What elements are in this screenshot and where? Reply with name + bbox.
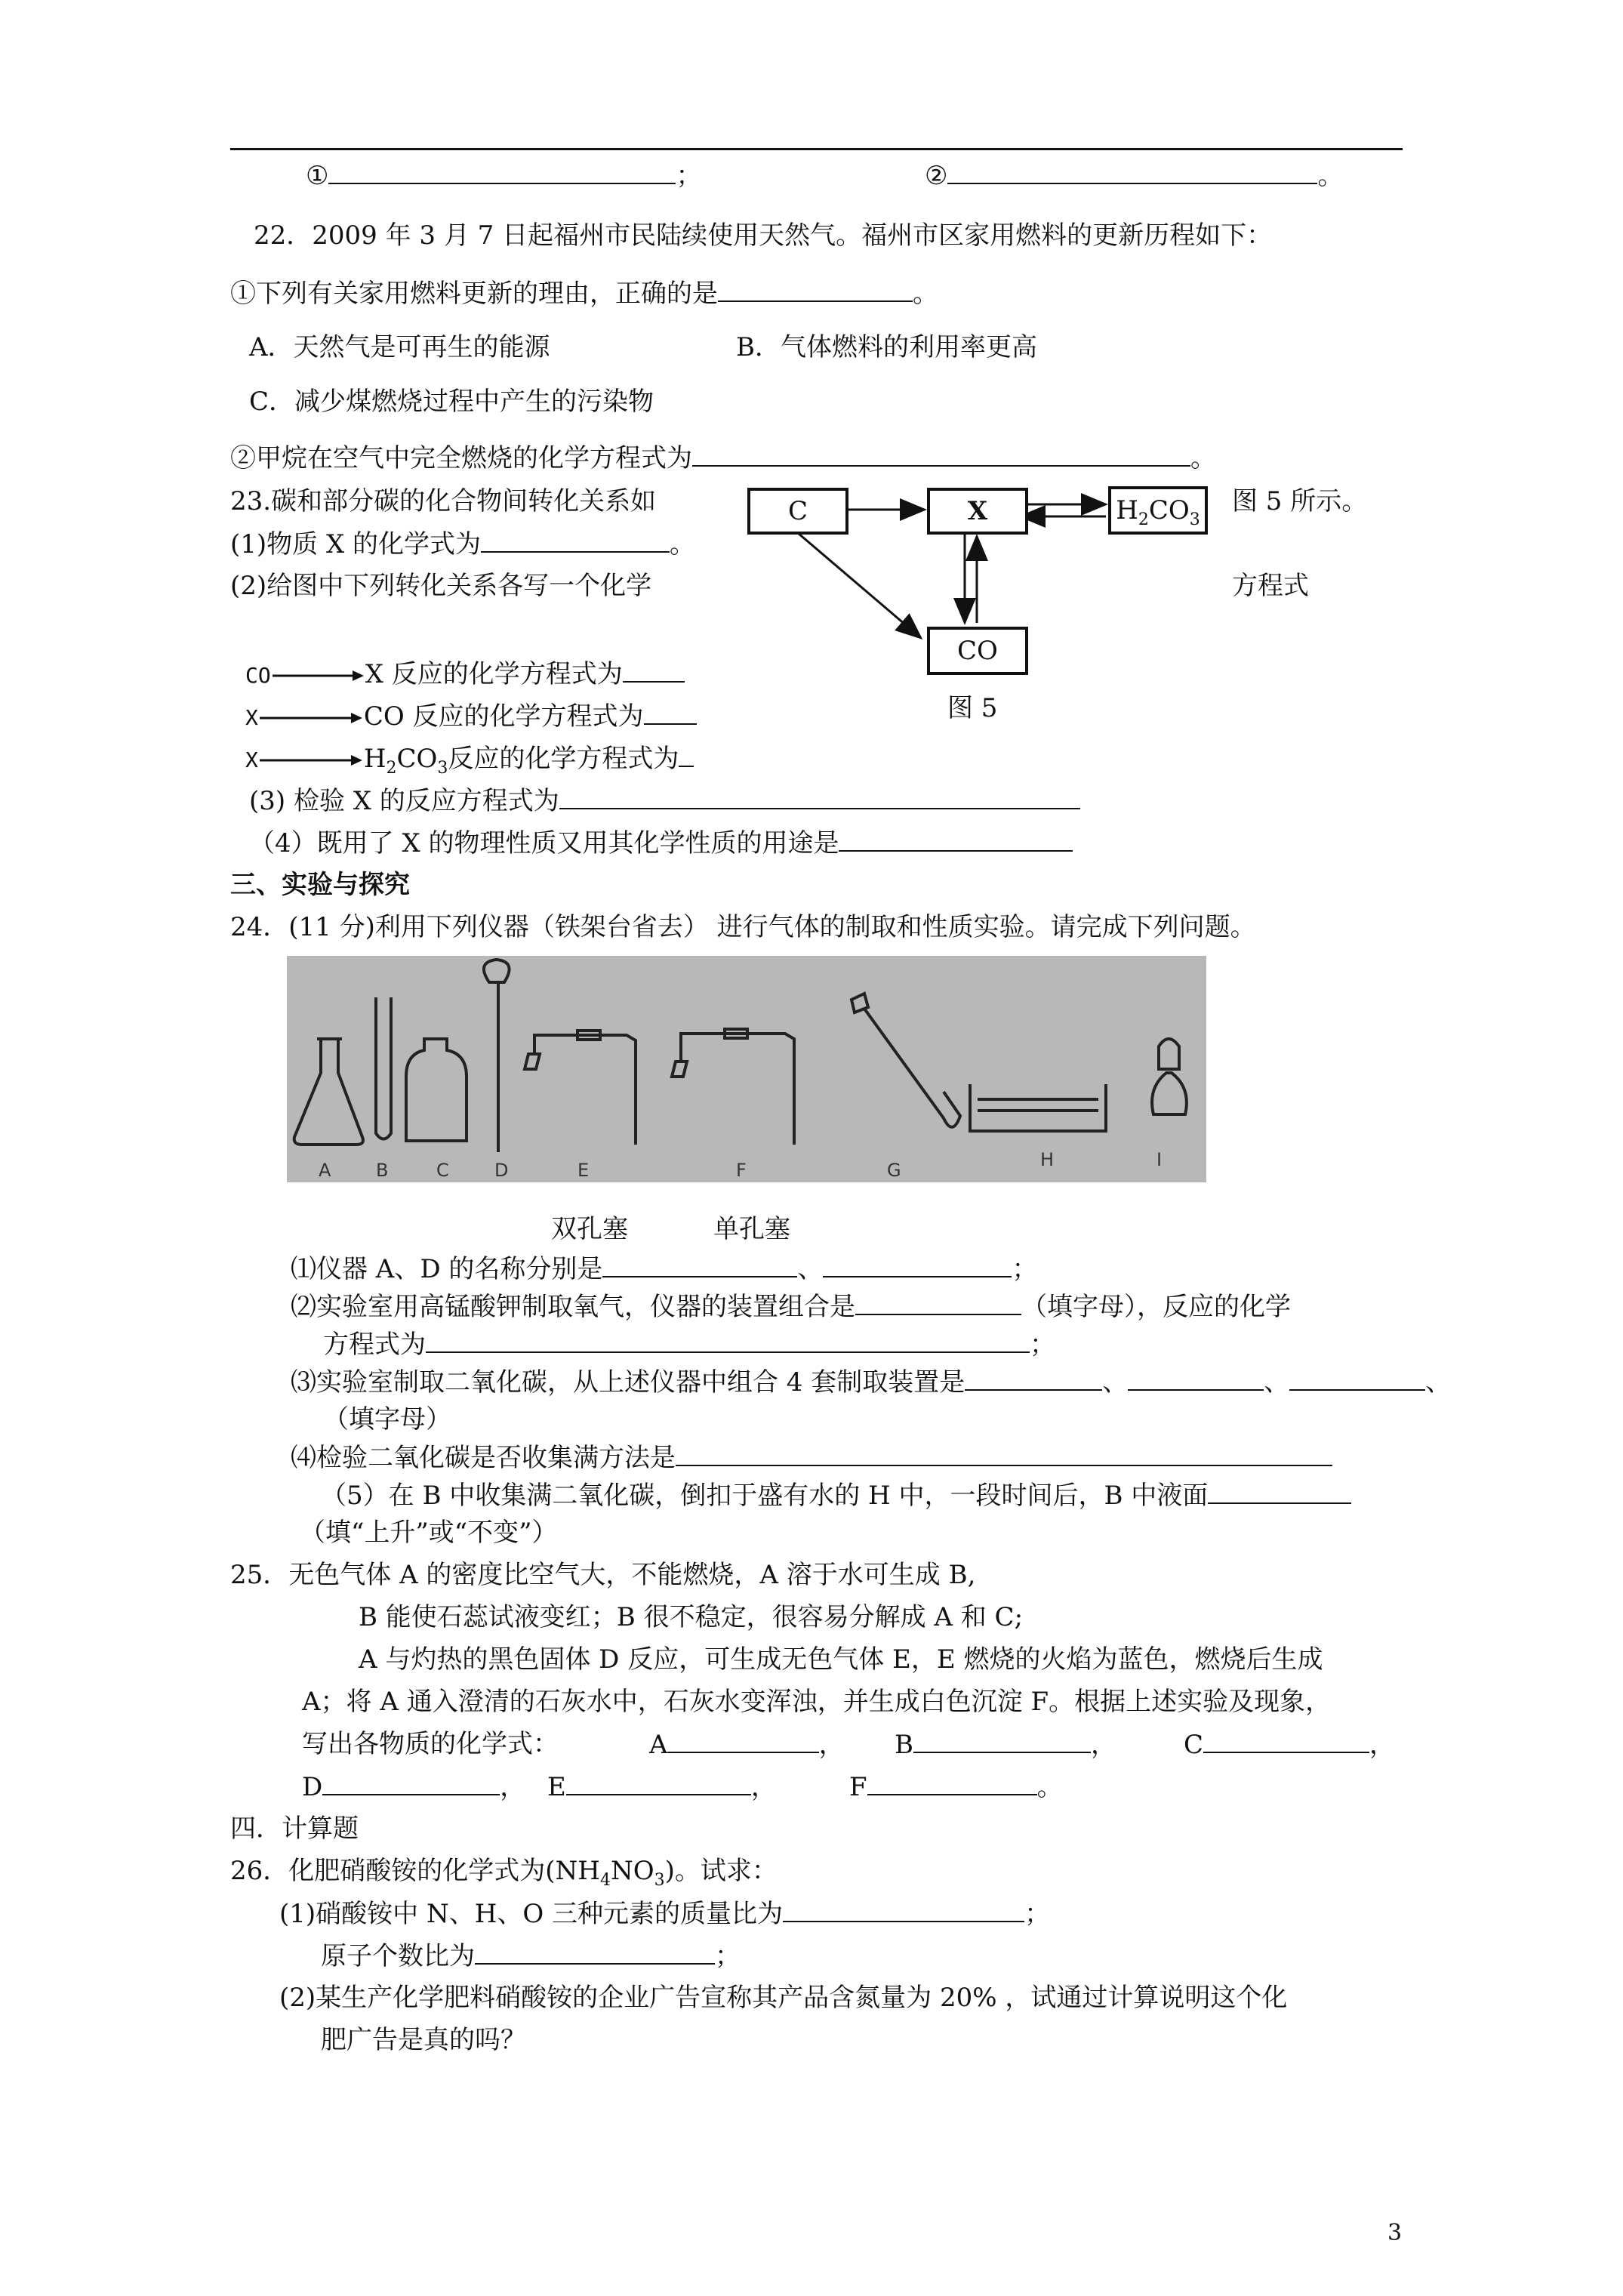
q25-line5: 写出各物质的化学式： [302, 1729, 559, 1759]
answer-blank[interactable] [1128, 1367, 1264, 1391]
answer-blank[interactable] [328, 160, 676, 184]
apparatus-drawing [287, 956, 1206, 1182]
section-3-heading: 三、实验与探究 [230, 870, 410, 900]
answer-blank[interactable] [559, 785, 1080, 809]
q23-intro-end: 图 5 所示。 [1232, 486, 1368, 516]
right-arrow-icon [258, 710, 364, 726]
answer-blank[interactable] [1208, 1480, 1351, 1504]
answer-blank[interactable] [1289, 1367, 1425, 1391]
answer-blank[interactable] [426, 1329, 1030, 1353]
answer-blank[interactable] [481, 529, 670, 553]
q25-answer-e: E ， [547, 1772, 777, 1802]
q24-title: 24．(11 分)利用下列仪器（铁架台省去） 进行气体的制取和性质实验。请完成下列问题。 [230, 912, 1256, 942]
right-arrow-icon [271, 668, 365, 683]
stopper-label-single: 单孔塞 [713, 1214, 790, 1244]
stopper-label-double: 双孔塞 [551, 1214, 628, 1244]
q25-line4: A；将 A 通入澄清的石灰水中，石灰水变浑浊，并生成白色沉淀 F。根据上述实验及现象， [302, 1687, 1332, 1717]
apparatus-label-d: D [494, 1160, 509, 1181]
blank-line-1: ① ； [306, 161, 702, 191]
answer-blank[interactable] [668, 1729, 819, 1753]
diagram-box-c: C [747, 488, 848, 535]
q24-sub5-note: （填“上升”或“不变”） [300, 1518, 558, 1548]
diagram-box-x: X [927, 488, 1028, 535]
q24-sub1: ⑴仪器 A、D 的名称分别是 、 ； [291, 1254, 1038, 1284]
q23-part2: (2)给图中下列转化关系各写一个化学 [230, 571, 652, 601]
diagram-box-co: CO [927, 627, 1028, 675]
answer-blank[interactable] [867, 1771, 1037, 1795]
q25-line1: 25．无色气体 A 的密度比空气大，不能燃烧，A 溶于水可生成 B, [230, 1560, 976, 1590]
apparatus-label-g: G [887, 1160, 901, 1181]
answer-blank[interactable] [475, 1940, 715, 1965]
apparatus-label-i: I [1156, 1149, 1163, 1170]
q25-answer-b: B ， [895, 1730, 1116, 1760]
q24-sub2: ⑵实验室用高锰酸钾制取氧气，仪器的装置组合是 （填字母），反应的化学 [291, 1292, 1291, 1322]
answer-blank[interactable] [855, 1291, 1021, 1315]
q26-intro: 26．化肥硝酸铵的化学式为$(NH_4NO_3)$。试求： [230, 1856, 778, 1890]
q24-sub3: ⑶实验室制取二氧化碳，从上述仪器中组合 4 套制取装置是 、 、 、 [291, 1367, 1452, 1398]
q26-part1: (1)硝酸铵中 N、H、O 三种元素的质量比为 ； [279, 1899, 1051, 1929]
apparatus-label-f: F [736, 1160, 747, 1181]
q22-option-c: C．减少煤燃烧过程中产生的污染物 [249, 387, 654, 417]
right-arrow-icon [258, 753, 364, 768]
answer-blank[interactable] [679, 743, 694, 767]
answer-blank[interactable] [1203, 1729, 1369, 1753]
answer-blank[interactable] [947, 160, 1317, 184]
q22-option-b: B．气体燃料的利用率更高 [736, 332, 1037, 362]
q25-answer-a: A ， [649, 1730, 845, 1760]
apparatus-label-c: C [436, 1160, 449, 1181]
blank-line-2: ② 。 [925, 161, 1344, 191]
q22-part2: ②甲烷在空气中完全燃烧的化学方程式为 。 [230, 443, 1216, 473]
section-4-heading: 四．计算题 [230, 1814, 359, 1844]
q22-intro: 22．2009 年 3 月 7 日起福州市民陆续使用天然气。福州市区家用燃料的更新历程如下： [254, 220, 1273, 251]
q25-answer-d: D ， [302, 1772, 526, 1802]
q23-intro: 23.碳和部分碳的化合物间转化关系如 [230, 486, 657, 516]
q24-sub3-note: （填字母） [323, 1404, 451, 1435]
q23-part1: (1)物质 X 的化学式为 。 [230, 529, 695, 559]
reaction-x-to-co: X CO 反应的化学方程式为 [245, 701, 697, 733]
answer-blank[interactable] [602, 1253, 797, 1277]
page-number: 3 [1387, 2220, 1403, 2246]
q24-sub5: （5）在 B 中收集满二氧化碳，倒扣于盛有水的 H 中，一段时间后，B 中液面 [321, 1480, 1351, 1511]
answer-blank[interactable] [644, 701, 697, 725]
reaction-x-to-h2co3: X $H_2CO_3$反应的化学方程式为 [245, 743, 694, 784]
apparatus-photo [287, 956, 1206, 1182]
q23-part4: （4）既用了 X 的物理性质又用其化学性质的用途是 [249, 827, 1073, 858]
apparatus-label-b: B [376, 1160, 389, 1181]
apparatus-label-e: E [577, 1160, 590, 1181]
q24-sub4: ⑷检验二氧化碳是否收集满方法是 [291, 1442, 1332, 1473]
apparatus-label-a: A [319, 1160, 331, 1181]
q25-answer-c: C ， [1184, 1730, 1396, 1760]
q23-part3: (3) 检验 X 的反应方程式为 [249, 785, 1080, 816]
answer-blank[interactable] [566, 1771, 751, 1795]
q26-part2: (2)某生产化学肥料硝酸铵的企业广告宣称其产品含氮量为 20% ，试通过计算说明这个化 [279, 1983, 1288, 2013]
reaction-co-to-x: CO X 反应的化学方程式为 [245, 658, 685, 691]
q22-part1: ①下列有关家用燃料更新的理由，正确的是 。 [230, 279, 938, 309]
q24-sub2-equation: 方程式为 ； [323, 1330, 1055, 1360]
answer-blank[interactable] [823, 1253, 1012, 1277]
q26-part1b: 原子个数比为 ； [321, 1941, 741, 1971]
answer-blank[interactable] [839, 827, 1073, 852]
apparatus-label-h: H [1040, 1149, 1055, 1170]
answer-blank[interactable] [913, 1729, 1091, 1753]
answer-blank[interactable] [676, 1442, 1332, 1466]
answer-blank[interactable] [718, 278, 913, 302]
q22-option-a: A．天然气是可再生的能源 [249, 332, 550, 362]
answer-blank[interactable] [322, 1771, 500, 1795]
answer-blank[interactable] [783, 1898, 1024, 1922]
header-rule [230, 148, 1403, 150]
diagram-box-h2co3: $H_2CO_3$ [1108, 486, 1208, 535]
q25-line3: A 与灼热的黑色固体 D 反应，可生成无色气体 E，E 燃烧的火焰为蓝色，燃烧后生成 [359, 1644, 1323, 1675]
answer-blank[interactable] [623, 658, 685, 683]
q25-line2: B 能使石蕊试液变红；B 很不稳定，很容易分解成 A 和 C; [359, 1602, 1024, 1632]
q26-part2b: 肥广告是真的吗？ [321, 2025, 526, 2055]
q23-part2-end: 方程式 [1232, 571, 1309, 601]
figure-caption: 图 5 [947, 693, 998, 723]
q25-answer-f: F 。 [849, 1772, 1063, 1802]
answer-blank[interactable] [965, 1367, 1102, 1391]
answer-blank[interactable] [692, 442, 1190, 467]
